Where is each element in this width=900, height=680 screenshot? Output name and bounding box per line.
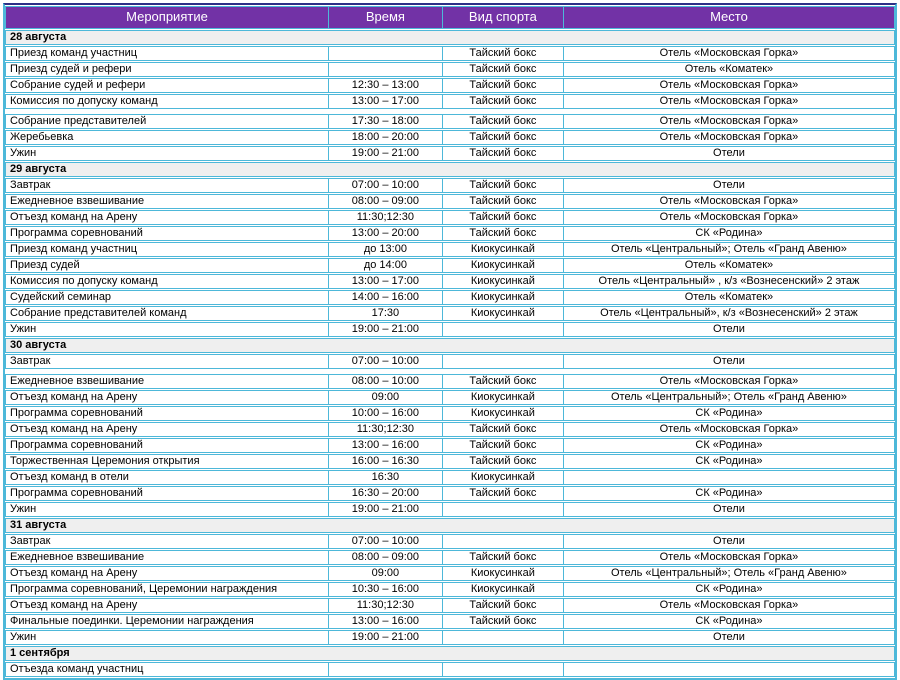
cell-place: Отель «Центральный»; Отель «Гранд Авеню» [564, 390, 895, 405]
cell-sport: Киокусинкай [443, 258, 564, 273]
cell-sport: Тайский бокс [443, 78, 564, 93]
cell-sport: Тайский бокс [443, 194, 564, 209]
cell-time: 08:00 – 09:00 [329, 194, 443, 209]
cell-time: 19:00 – 21:00 [329, 146, 443, 161]
cell-event: Отъезд команд на Арену [5, 422, 329, 437]
cell-time: 13:00 – 20:00 [329, 226, 443, 241]
cell-place: Отели [564, 502, 895, 517]
cell-sport: Киокусинкай [443, 242, 564, 257]
section-row [5, 162, 895, 177]
cell-time: 08:00 – 09:00 [329, 550, 443, 565]
cell-sport: Тайский бокс [443, 226, 564, 241]
cell-time: 16:30 – 20:00 [329, 486, 443, 501]
cell-time: 16:00 – 16:30 [329, 454, 443, 469]
cell-place: Отель «Центральный», к/з «Вознесенский» 2 этаж [564, 306, 895, 321]
table-row [5, 354, 895, 369]
cell-place: СК «Родина» [564, 486, 895, 501]
table-row [5, 194, 895, 209]
cell-sport: Тайский бокс [443, 114, 564, 129]
table-row [5, 62, 895, 77]
cell-event: Отъезда команд участниц [5, 662, 329, 677]
table-row [5, 406, 895, 421]
cell-event: Приезд команд участниц [5, 46, 329, 61]
cell-event: Собрание представителей команд [5, 306, 329, 321]
cell-time: до 13:00 [329, 242, 443, 257]
table-row [5, 226, 895, 241]
section-date: 1 сентября [5, 646, 895, 661]
table-row [5, 46, 895, 61]
cell-event: Ужин [5, 322, 329, 337]
cell-place: Отель «Коматек» [564, 258, 895, 273]
section-row [5, 338, 895, 353]
cell-sport [443, 502, 564, 517]
cell-place: Отель «Московская Горка» [564, 78, 895, 93]
table-row [5, 486, 895, 501]
spacer-row [5, 370, 895, 373]
cell-event: Собрание представителей [5, 114, 329, 129]
cell-event: Ужин [5, 146, 329, 161]
table-row [5, 550, 895, 565]
cell-sport: Киокусинкай [443, 274, 564, 289]
cell-time: 16:30 [329, 470, 443, 485]
column-header-sport: Вид спорта [443, 6, 564, 29]
cell-event: Завтрак [5, 534, 329, 549]
cell-time: 07:00 – 10:00 [329, 178, 443, 193]
cell-place: Отели [564, 354, 895, 369]
cell-event: Жеребьевка [5, 130, 329, 145]
table-row [5, 130, 895, 145]
table-row [5, 114, 895, 129]
cell-event: Приезд судей и рефери [5, 62, 329, 77]
table-row [5, 306, 895, 321]
cell-place: Отель «Центральный» , к/з «Вознесенский» 2 этаж [564, 274, 895, 289]
cell-time: 09:00 [329, 566, 443, 581]
table-row [5, 614, 895, 629]
cell-event: Комиссия по допуску команд [5, 94, 329, 109]
cell-place: Отель «Московская Горка» [564, 550, 895, 565]
cell-place: СК «Родина» [564, 614, 895, 629]
cell-place: Отель «Коматек» [564, 290, 895, 305]
cell-time: 19:00 – 21:00 [329, 502, 443, 517]
cell-sport: Тайский бокс [443, 598, 564, 613]
section-date: 31 августа [5, 518, 895, 533]
cell-sport: Тайский бокс [443, 614, 564, 629]
cell-time: 13:00 – 16:00 [329, 614, 443, 629]
cell-place: Отели [564, 534, 895, 549]
table-row [5, 274, 895, 289]
cell-sport: Киокусинкай [443, 290, 564, 305]
cell-place: Отель «Центральный»; Отель «Гранд Авеню» [564, 242, 895, 257]
cell-place: Отели [564, 178, 895, 193]
cell-sport [443, 322, 564, 337]
cell-event: Отъезд команд в отели [5, 470, 329, 485]
cell-event: Завтрак [5, 354, 329, 369]
cell-time: 13:00 – 17:00 [329, 274, 443, 289]
cell-sport: Киокусинкай [443, 566, 564, 581]
table-row [5, 470, 895, 485]
table-row [5, 662, 895, 677]
cell-time: 18:00 – 20:00 [329, 130, 443, 145]
cell-time: 07:00 – 10:00 [329, 534, 443, 549]
table-row [5, 630, 895, 645]
cell-place: Отели [564, 630, 895, 645]
cell-time: 19:00 – 21:00 [329, 322, 443, 337]
cell-time: 10:30 – 16:00 [329, 582, 443, 597]
cell-sport: Тайский бокс [443, 178, 564, 193]
cell-sport [443, 354, 564, 369]
cell-sport: Тайский бокс [443, 486, 564, 501]
column-header-time: Время [329, 6, 443, 29]
cell-time: 09:00 [329, 390, 443, 405]
cell-place: СК «Родина» [564, 438, 895, 453]
cell-place: Отель «Московская Горка» [564, 114, 895, 129]
cell-place: Отели [564, 146, 895, 161]
table-row [5, 322, 895, 337]
section-row [5, 30, 895, 45]
cell-sport [443, 662, 564, 677]
spacer-row [5, 110, 895, 113]
cell-time: 13:00 – 17:00 [329, 94, 443, 109]
cell-event: Программа соревнований, Церемонии награждения [5, 582, 329, 597]
section-date: 28 августа [5, 30, 895, 45]
cell-event: Отъезд команд на Арену [5, 566, 329, 581]
cell-place: СК «Родина» [564, 582, 895, 597]
cell-event: Завтрак [5, 178, 329, 193]
cell-sport: Тайский бокс [443, 146, 564, 161]
cell-time: 08:00 – 10:00 [329, 374, 443, 389]
table-row [5, 290, 895, 305]
cell-time: 12:30 – 13:00 [329, 78, 443, 93]
section-date: 29 августа [5, 162, 895, 177]
table-row [5, 390, 895, 405]
cell-event: Отъезд команд на Арену [5, 598, 329, 613]
cell-time: до 14:00 [329, 258, 443, 273]
cell-event: Приезд судей [5, 258, 329, 273]
cell-sport: Киокусинкай [443, 582, 564, 597]
cell-place: Отель «Московская Горка» [564, 422, 895, 437]
table-row [5, 146, 895, 161]
event-schedule [5, 5, 895, 678]
cell-event: Торжественная Церемония открытия [5, 454, 329, 469]
cell-time: 17:30 [329, 306, 443, 321]
table-row [5, 582, 895, 597]
table-row [5, 534, 895, 549]
cell-event: Программа соревнований [5, 406, 329, 421]
cell-place: Отель «Московская Горка» [564, 598, 895, 613]
cell-time: 11:30;12:30 [329, 210, 443, 225]
cell-sport: Киокусинкай [443, 470, 564, 485]
cell-event: Собрание судей и рефери [5, 78, 329, 93]
schedule-table [3, 3, 897, 680]
cell-place [564, 470, 895, 485]
header-row [5, 6, 895, 29]
cell-place: Отель «Московская Горка» [564, 46, 895, 61]
cell-sport: Тайский бокс [443, 374, 564, 389]
cell-sport: Тайский бокс [443, 438, 564, 453]
table-row [5, 502, 895, 517]
cell-event: Судейский семинар [5, 290, 329, 305]
cell-place: Отель «Центральный»; Отель «Гранд Авеню» [564, 566, 895, 581]
cell-place: Отель «Коматек» [564, 62, 895, 77]
cell-event: Отъезд команд на Арену [5, 210, 329, 225]
cell-place: Отель «Московская Горка» [564, 374, 895, 389]
table-row [5, 422, 895, 437]
spacer-cell [5, 110, 895, 113]
cell-place: СК «Родина» [564, 406, 895, 421]
cell-event: Ежедневное взвешивание [5, 550, 329, 565]
cell-event: Программа соревнований [5, 486, 329, 501]
cell-sport: Тайский бокс [443, 422, 564, 437]
cell-event: Программа соревнований [5, 438, 329, 453]
cell-sport: Киокусинкай [443, 390, 564, 405]
cell-sport: Тайский бокс [443, 550, 564, 565]
cell-event: Программа соревнований [5, 226, 329, 241]
cell-place: Отели [564, 322, 895, 337]
cell-time: 11:30;12:30 [329, 422, 443, 437]
cell-event: Финальные поединки. Церемонии награждения [5, 614, 329, 629]
cell-time [329, 46, 443, 61]
cell-sport: Тайский бокс [443, 210, 564, 225]
cell-sport [443, 534, 564, 549]
table-row [5, 598, 895, 613]
spacer-cell [5, 370, 895, 373]
cell-sport: Тайский бокс [443, 94, 564, 109]
cell-time: 11:30;12:30 [329, 598, 443, 613]
table-row [5, 374, 895, 389]
cell-event: Комиссия по допуску команд [5, 274, 329, 289]
cell-event: Ежедневное взвешивание [5, 194, 329, 209]
cell-place: СК «Родина» [564, 454, 895, 469]
table-body [5, 30, 895, 677]
cell-event: Приезд команд участниц [5, 242, 329, 257]
table-row [5, 566, 895, 581]
section-date: 30 августа [5, 338, 895, 353]
cell-sport: Киокусинкай [443, 306, 564, 321]
cell-place: СК «Родина» [564, 226, 895, 241]
cell-event: Ежедневное взвешивание [5, 374, 329, 389]
table-row [5, 438, 895, 453]
cell-sport: Тайский бокс [443, 62, 564, 77]
table-row [5, 210, 895, 225]
cell-place [564, 662, 895, 677]
cell-place: Отель «Московская Горка» [564, 210, 895, 225]
table-row [5, 94, 895, 109]
table-row [5, 454, 895, 469]
cell-time [329, 662, 443, 677]
cell-sport [443, 630, 564, 645]
cell-time: 10:00 – 16:00 [329, 406, 443, 421]
cell-sport: Тайский бокс [443, 130, 564, 145]
table-row [5, 178, 895, 193]
cell-place: Отель «Московская Горка» [564, 194, 895, 209]
cell-event: Отъезд команд на Арену [5, 390, 329, 405]
cell-sport: Киокусинкай [443, 406, 564, 421]
cell-event: Ужин [5, 630, 329, 645]
table-row [5, 242, 895, 257]
cell-place: Отель «Московская Горка» [564, 94, 895, 109]
cell-sport: Тайский бокс [443, 454, 564, 469]
cell-time: 07:00 – 10:00 [329, 354, 443, 369]
table-row [5, 78, 895, 93]
column-header-place: Место [564, 6, 895, 29]
cell-time [329, 62, 443, 77]
cell-time: 19:00 – 21:00 [329, 630, 443, 645]
cell-time: 13:00 – 16:00 [329, 438, 443, 453]
column-header-event: Мероприятие [5, 6, 329, 29]
cell-sport: Тайский бокс [443, 46, 564, 61]
table-row [5, 258, 895, 273]
cell-time: 14:00 – 16:00 [329, 290, 443, 305]
cell-time: 17:30 – 18:00 [329, 114, 443, 129]
cell-place: Отель «Московская Горка» [564, 130, 895, 145]
cell-event: Ужин [5, 502, 329, 517]
section-row [5, 518, 895, 533]
